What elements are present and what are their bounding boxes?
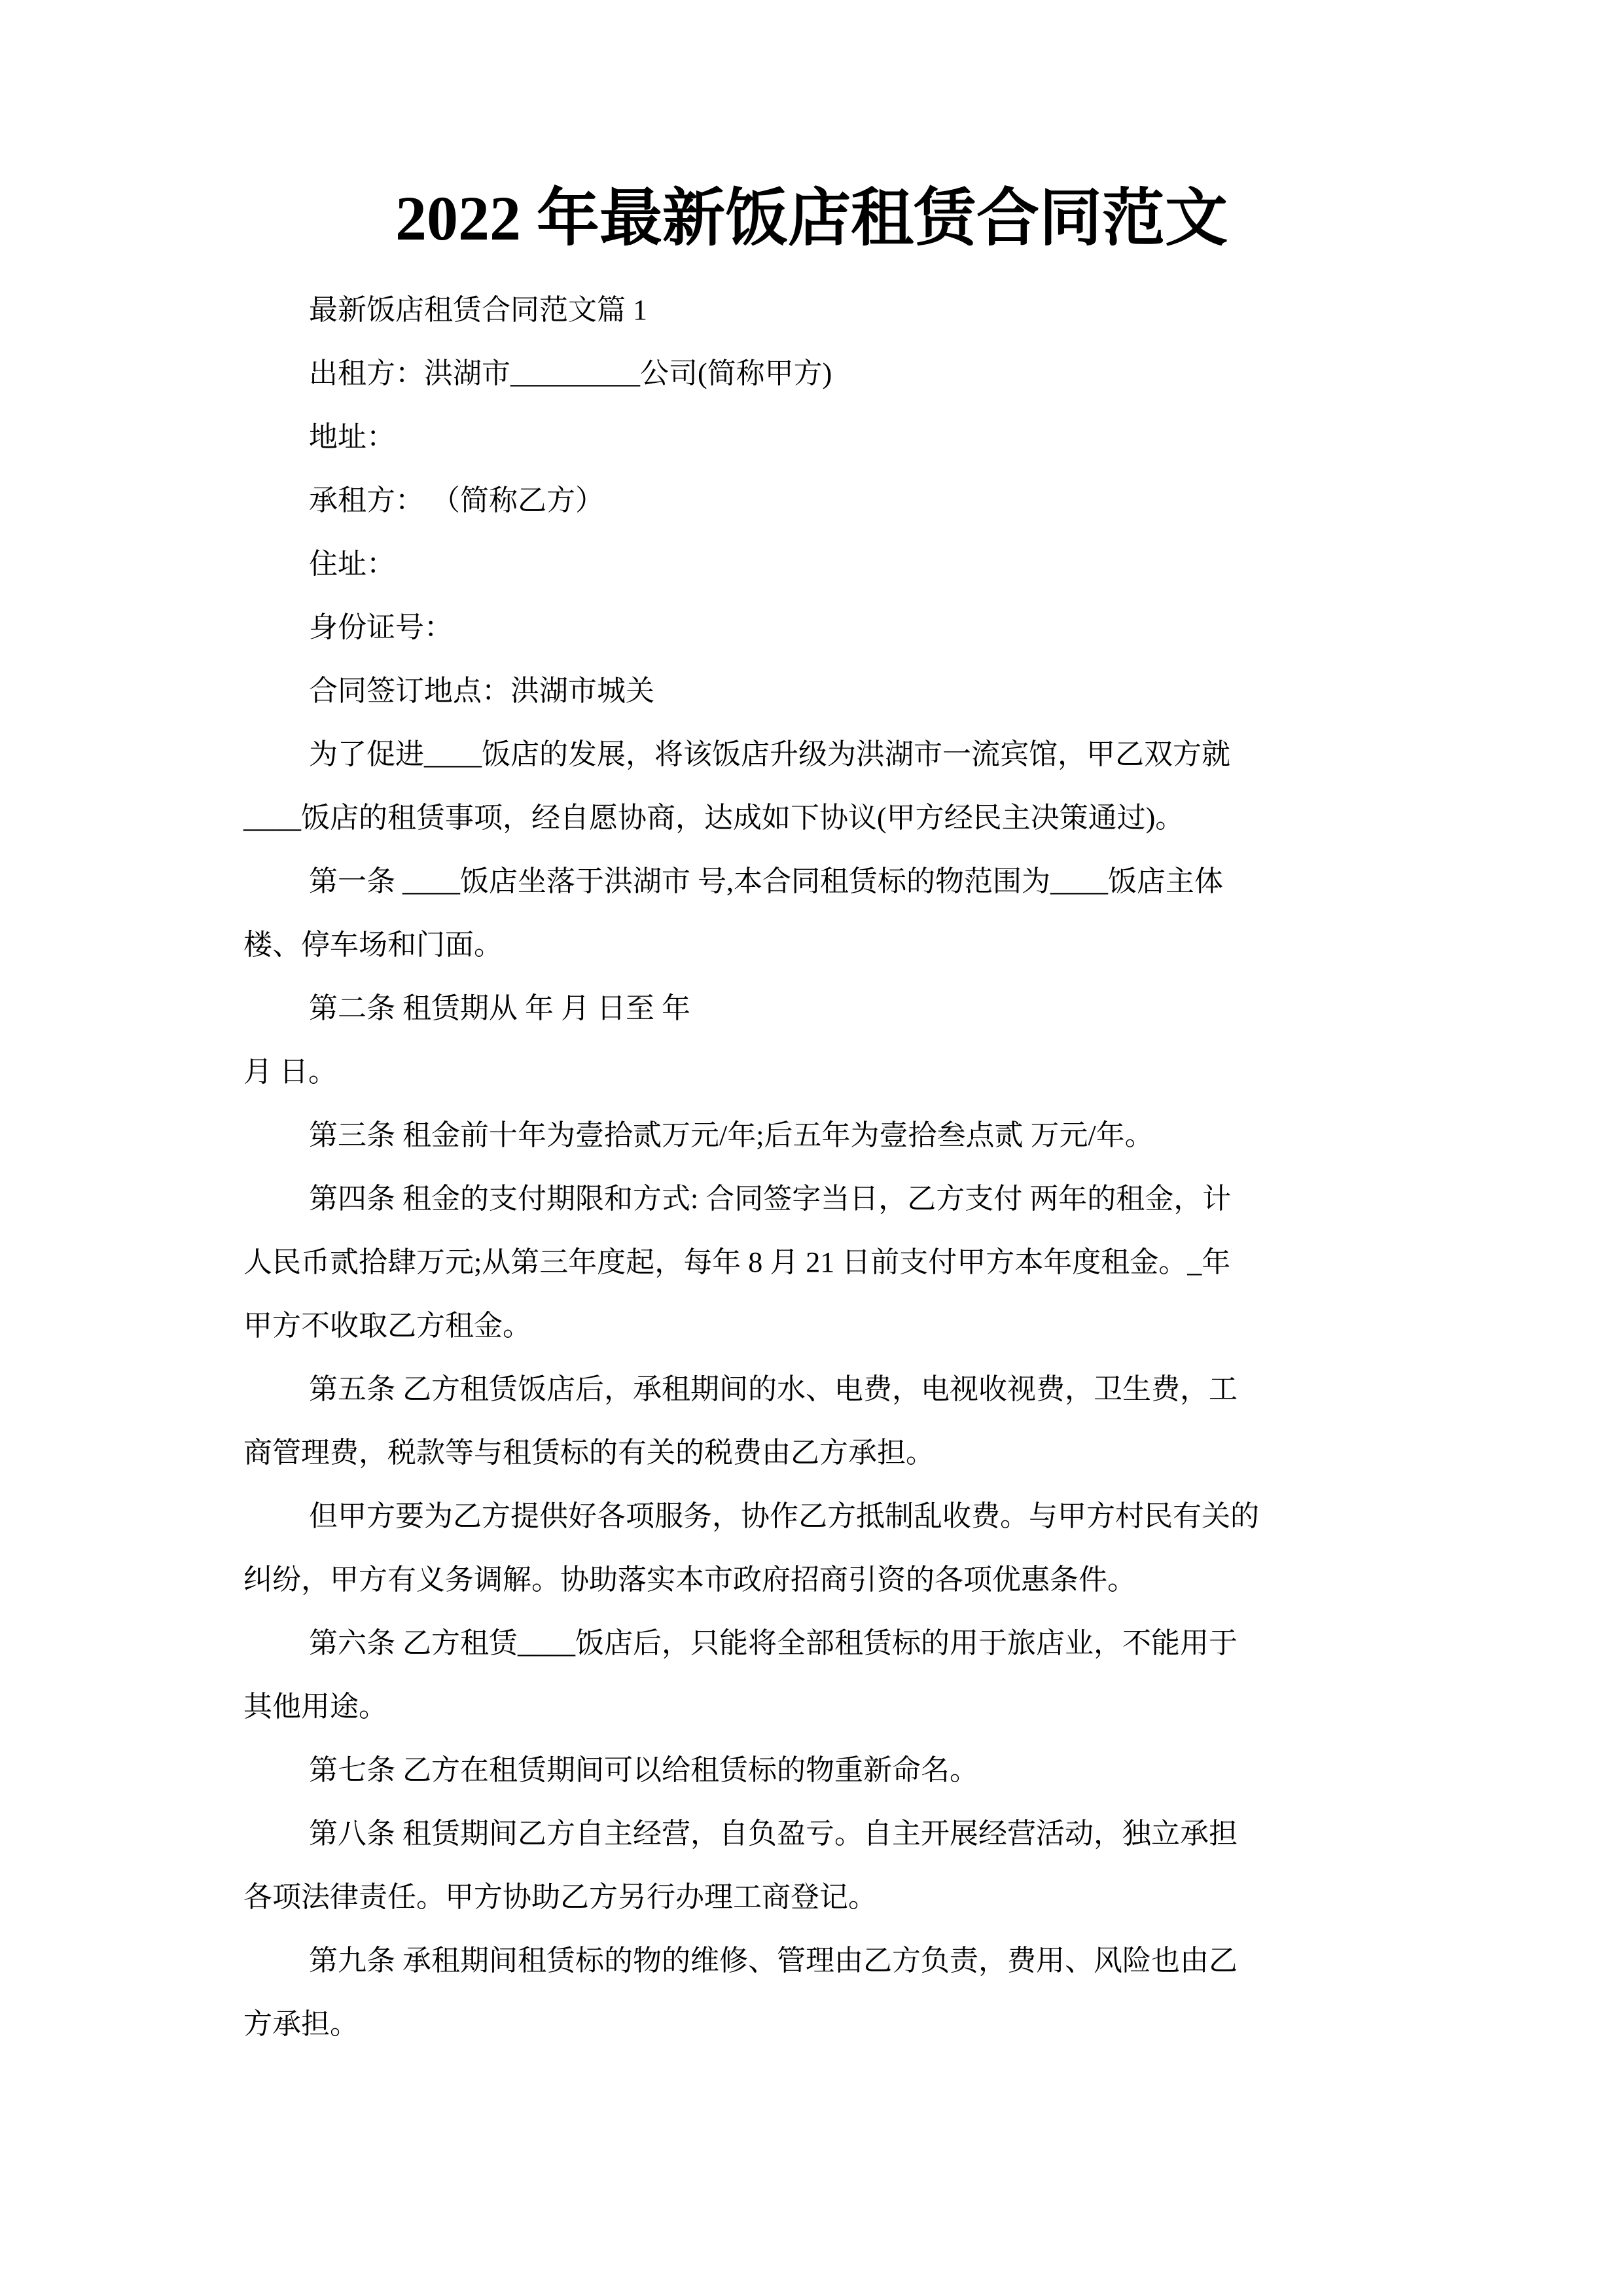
text-line: 住址： [309,548,395,580]
text-line: 楼、停车场和门面。 [243,929,503,961]
text-line: 但甲方要为乙方提供好各项服务，协作乙方抵制乱收费。与甲方村民有关的 [309,1500,1259,1532]
text-line: 第九条 承租期间租赁标的物的维修、管理由乙方负责，费用、风险也由乙 [309,1945,1238,1977]
document-title: 2022 年最新饭店租赁合同范文 [395,183,1228,253]
text-line: 第七条 乙方在租赁期间可以给租赁标的物重新命名。 [309,1754,978,1786]
text-line: 第四条 租金的支付期限和方式: 合同签字当日，乙方支付 两年的租金，计 [309,1183,1232,1215]
text-line: 甲方不收取乙方租金。 [243,1310,531,1342]
text-line: 最新饭店租赁合同范文篇 1 [309,294,647,326]
text-line: 承租方： （简称乙方） [309,484,604,516]
text-line: 出租方：洪湖市_________公司(简称甲方) [309,357,832,389]
text-line: 其他用途。 [243,1691,387,1723]
text-line: 第六条 乙方租赁____饭店后，只能将全部租赁标的用于旅店业，不能用于 [309,1627,1238,1659]
text-line: 人民币贰拾肆万元;从第三年度起，每年 8 月 21 日前支付甲方本年度租金。_年 [243,1246,1231,1278]
text-line: 纠纷，甲方有义务调解。协助落实本市政府招商引资的各项优惠条件。 [243,1564,1136,1596]
text-line: 商管理费，税款等与租赁标的有关的税费由乙方承担。 [243,1437,935,1469]
text-line: 第三条 租金前十年为壹拾贰万元/年;后五年为壹拾叁点贰 万元/年。 [309,1119,1154,1151]
text-line: 第八条 租赁期间乙方自主经营，自负盈亏。自主开展经营活动，独立承担 [309,1818,1238,1850]
text-line: 为了促进____饭店的发展，将该饭店升级为洪湖市一流宾馆，甲乙双方就 [309,738,1230,770]
text-line: 合同签订地点：洪湖市城关 [309,675,654,707]
text-line: 地址： [309,421,395,453]
text-line: 方承担。 [243,2008,359,2040]
text-line: 身份证号： [309,611,453,643]
text-line: 第五条 乙方租赁饭店后，承租期间的水、电费，电视收视费，卫生费，工 [309,1373,1238,1405]
text-line: 各项法律责任。甲方协助乙方另行办理工商登记。 [243,1881,877,1913]
text-line: 第二条 租赁期从 年 月 日至 年 [309,992,690,1024]
document-body [0,278,1623,2056]
text-line: ____饭店的租赁事项，经自愿协商，达成如下协议(甲方经民主决策通过)。 [243,802,1185,834]
text-line: 第一条 ____饭店坐落于洪湖市 号,本合同租赁标的物范围为____饭店主体 [309,865,1223,897]
text-line: 月 日。 [243,1056,337,1088]
